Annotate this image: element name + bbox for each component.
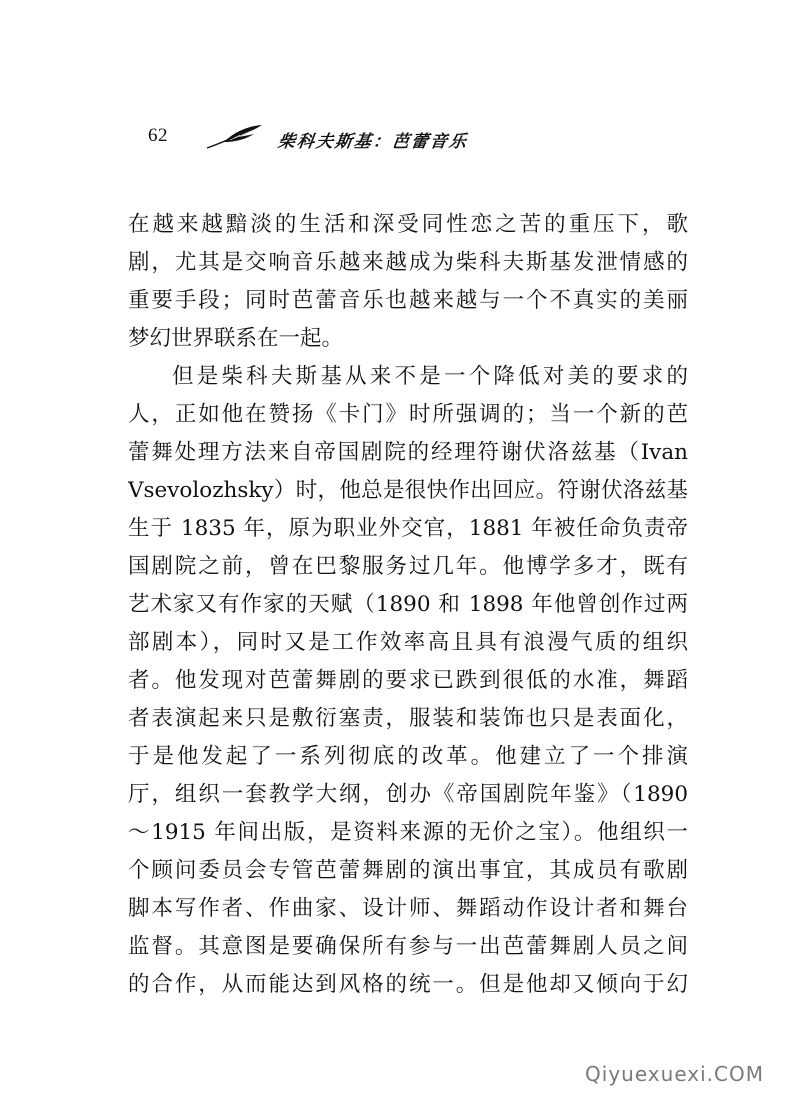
text-line: 国剧院之前，曾在巴黎服务过几年。他博学多才，既有 [128,554,688,579]
text-line: 监督。其意图是要确保所有参与一出芭蕾舞剧人员之间 [128,934,688,959]
paragraph-first-line: 但是柴科夫斯基从来不是一个降低对美的要求的 [172,364,688,389]
text-line: Vsevolozhsky）时，他总是很快作出回应。符谢伏洛兹基 [128,478,688,503]
running-title: 柴科夫斯基：芭蕾音乐 [276,132,470,152]
quill-pen-icon [206,124,264,150]
text-line: 在越来越黯淡的生活和深受同性恋之苦的重压下，歌 [128,212,688,237]
text-line: 人，正如他在赞扬《卡门》时所强调的；当一个新的芭 [128,402,688,427]
text-line: 于是他发起了一系列彻底的改革。他建立了一个排演 [128,744,688,769]
body-text [128,206,688,1004]
text-line: 厅，组织一套教学大纲，创办《帝国剧院年鉴》（1890 [128,782,688,807]
text-line: 生于 1835 年，原为职业外交官，1881 年被任命负责帝 [128,516,688,541]
text-line: 重要手段；同时芭蕾音乐也越来越与一个不真实的美丽 [128,288,688,313]
text-line: 者表演起来只是敷衍塞责，服装和装饰也只是表面化， [128,706,688,731]
text-line: 脚本写作者、作曲家、设计师、舞蹈动作设计者和舞台 [128,896,688,921]
text-line: ～1915 年间出版，是资料来源的无价之宝）。他组织一 [128,820,688,845]
text-line: 的合作，从而能达到风格的统一。但是他却又倾向于幻 [128,972,688,997]
site-watermark: Qiyuexuexi.COM [585,1062,764,1086]
page-header [148,120,568,156]
text-line: 艺术家又有作家的天赋（1890 和 1898 年他曾创作过两 [128,592,688,617]
text-line: 蕾舞处理方法来自帝国剧院的经理符谢伏洛兹基（Ivan [128,440,688,465]
text-line: 部剧本），同时又是工作效率高且具有浪漫气质的组织 [128,630,688,655]
text-line: 梦幻世界联系在一起。 [128,326,344,351]
text-line: 者。他发现对芭蕾舞剧的要求已跌到很低的水准，舞蹈 [128,668,688,693]
page-number: 62 [148,125,168,146]
text-line: 剧，尤其是交响音乐越来越成为柴科夫斯基发泄情感的 [128,250,688,275]
text-line: 个顾问委员会专管芭蕾舞剧的演出事宜，其成员有歌剧 [128,858,688,883]
